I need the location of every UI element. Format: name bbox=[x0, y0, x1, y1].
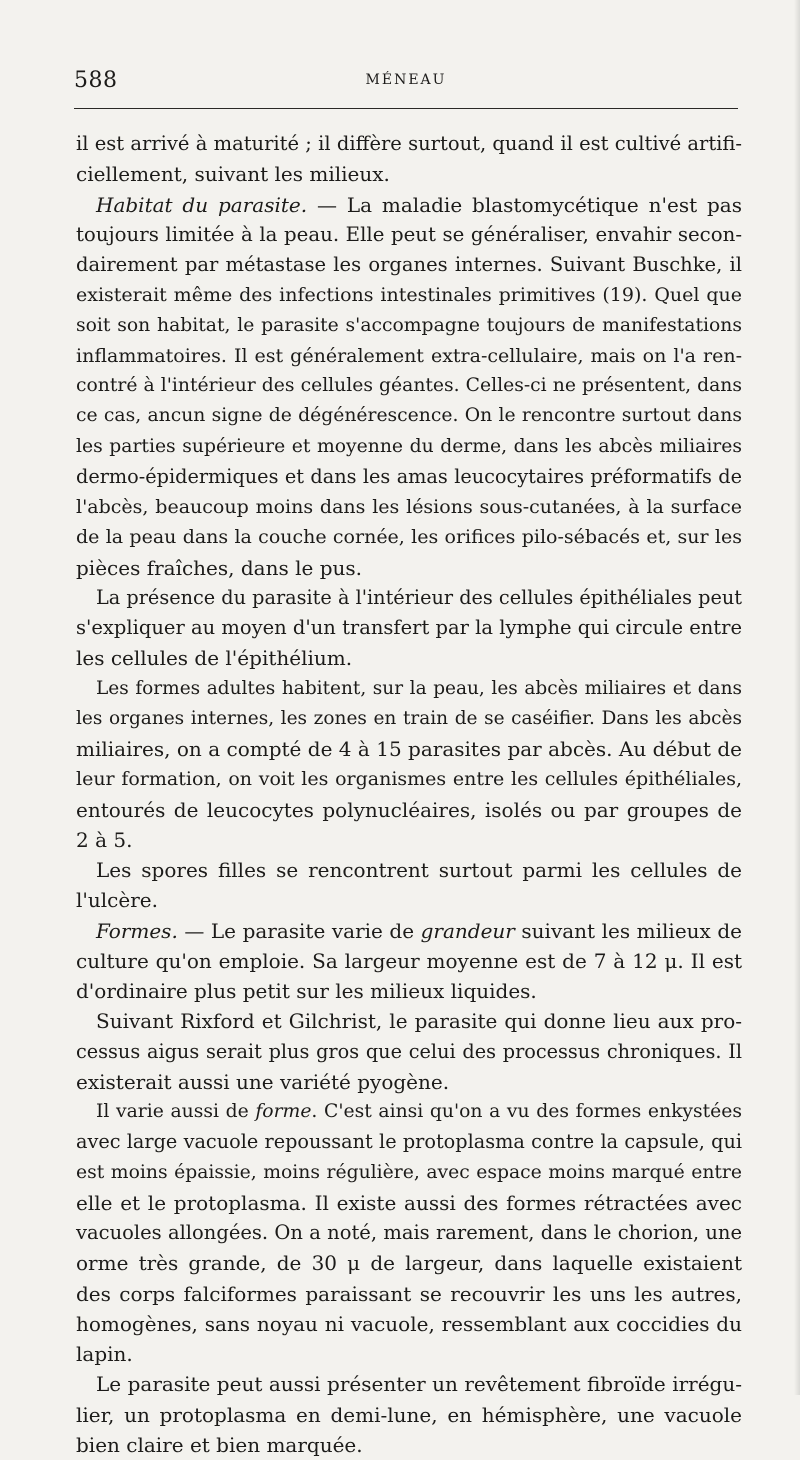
text-span: l'ulcère. bbox=[76, 888, 158, 913]
text-line bbox=[76, 855, 742, 885]
text-line bbox=[76, 311, 742, 341]
paragraph bbox=[76, 1006, 742, 1097]
text-span: . C'est ainsi qu'on a vu des formes enkystées bbox=[311, 1101, 742, 1122]
text-line bbox=[76, 1127, 742, 1157]
text-span: miliaires, on a compté de 4 à 15 parasites par abcès. Au début de bbox=[76, 737, 742, 761]
text-line bbox=[76, 795, 742, 825]
paragraph bbox=[76, 674, 742, 856]
page-edge-shadow bbox=[794, 0, 800, 1395]
emphasis-italic: forme bbox=[255, 1101, 312, 1122]
text-line bbox=[76, 1309, 742, 1339]
text-span: lier, un protoplasma en demi-lune, en hémisphère, une vacuole bbox=[76, 1402, 742, 1427]
text-line bbox=[76, 1279, 742, 1309]
text-span: ce cas, ancun signe de dégénérescence. On le rencontre surtout dans bbox=[76, 405, 742, 427]
text-span: existerait aussi une variété pyogène. bbox=[76, 1069, 450, 1094]
text-span: d'ordinaire plus petit sur les milieux liquides. bbox=[76, 979, 537, 1003]
text-line bbox=[76, 1037, 742, 1067]
page-header bbox=[74, 68, 738, 102]
text-span: lapin. bbox=[76, 1342, 133, 1366]
text-line bbox=[76, 1067, 742, 1097]
text-span: de la peau dans la couche cornée, les orifices pilo-sébacés et, sur les bbox=[76, 526, 742, 549]
text-line bbox=[76, 250, 742, 280]
text-span: Les formes adultes habitent, sur la peau, les abcès miliaires et dans bbox=[96, 677, 742, 699]
text-span: l'abcès, beaucoup moins dans les lésions sous-cutanées, à la surface bbox=[76, 496, 742, 518]
paragraph bbox=[76, 1097, 742, 1369]
text-span: — Le parasite varie de bbox=[177, 918, 421, 943]
text-line bbox=[76, 764, 742, 794]
text-span: s'expliquer au moyen d'un transfert par la lymphe qui circule entre bbox=[76, 616, 742, 639]
text-span: les parties supérieure et moyenne du derme, dans les abcès miliaires bbox=[76, 435, 742, 457]
text-span: suivant les milieux de bbox=[514, 918, 743, 943]
text-span: des corps falciformes paraissant se recouvrir les uns les autres, bbox=[76, 1281, 742, 1306]
text-span: — La maladie blastomycétique n'est pas bbox=[307, 192, 742, 217]
paragraph bbox=[76, 583, 742, 674]
emphasis-italic: grandeur bbox=[420, 918, 515, 943]
text-line bbox=[76, 1158, 742, 1188]
text-span: leur formation, on voit les organismes entre les cellules épithéliales, bbox=[76, 768, 742, 791]
text-line bbox=[76, 462, 742, 492]
text-span: soit son habitat, le parasite s'accompagne toujours de manifestations bbox=[76, 314, 742, 336]
text-line bbox=[76, 613, 742, 643]
text-span: inflammatoires. Il est généralement extra-cellulaire, mais on l'a ren- bbox=[76, 344, 742, 367]
text-line bbox=[76, 1218, 742, 1248]
text-span: homogènes, sans noyau ni vacuole, ressemblant aux coccidies du bbox=[76, 1311, 742, 1336]
section-heading-italic: Formes. bbox=[96, 918, 178, 943]
text-line bbox=[76, 401, 742, 431]
text-line bbox=[76, 1248, 742, 1278]
text-line bbox=[76, 190, 742, 220]
text-line bbox=[76, 583, 742, 613]
text-line bbox=[76, 522, 742, 552]
text-span: est moins épaissie, moins régulière, avec espace moins marqué entre bbox=[76, 1161, 742, 1183]
text-span: culture qu'on emploie. Sa largeur moyenne est de 7 à 12 μ. Il est bbox=[76, 948, 742, 973]
text-line bbox=[76, 341, 742, 371]
text-line bbox=[76, 976, 742, 1006]
paragraph bbox=[76, 1369, 742, 1460]
text-line bbox=[76, 129, 742, 159]
text-span: La présence du parasite à l'intérieur des cellules épithéliales peut bbox=[96, 585, 742, 609]
text-span: contré à l'intérieur des cellules géantes. Celles-ci ne présentent, dans bbox=[76, 375, 742, 396]
text-line bbox=[76, 1006, 742, 1036]
text-line bbox=[76, 371, 742, 401]
text-span: Suivant Rixford et Gilchrist, le parasite qui donne lieu aux pro- bbox=[96, 1009, 742, 1034]
paragraph bbox=[76, 916, 742, 1007]
text-line bbox=[76, 643, 742, 673]
text-span: Les spores filles se rencontrent surtout parmi les cellules de bbox=[96, 858, 742, 882]
text-span: Il varie aussi de bbox=[96, 1101, 256, 1122]
text-line bbox=[76, 553, 742, 583]
text-span: il est arrivé à maturité ; il diffère surtout, quand il est cultivé artifi- bbox=[76, 132, 742, 155]
text-line bbox=[76, 492, 742, 522]
text-span: vacuoles allongées. On a noté, mais rarement, dans le chorion, une bbox=[76, 1221, 742, 1244]
text-span: pièces fraîches, dans le pus. bbox=[76, 555, 362, 580]
text-line bbox=[76, 1430, 742, 1460]
text-span: ciellement, suivant les milieux. bbox=[76, 162, 390, 187]
paragraph bbox=[76, 190, 742, 583]
text-span: les cellules de l'épithélium. bbox=[76, 646, 353, 671]
text-span: dermo-épidermiques et dans les amas leucocytaires préformatifs de bbox=[76, 464, 742, 488]
running-head: MÉNEAU bbox=[365, 72, 447, 88]
text-span: 2 à 5. bbox=[76, 827, 133, 852]
text-span: existerait même des infections intestinales primitives (19). Quel que bbox=[76, 284, 742, 307]
text-line bbox=[76, 825, 742, 855]
text-span: orme très grande, de 30 μ de largeur, dans laquelle existaient bbox=[76, 1251, 742, 1276]
text-line bbox=[76, 885, 742, 915]
text-line bbox=[76, 674, 742, 704]
text-line bbox=[76, 159, 742, 189]
text-span: entourés de leucocytes polynucléaires, isolés ou par groupes de bbox=[76, 797, 742, 822]
section-heading-italic: Habitat du parasite. bbox=[96, 192, 308, 217]
text-line bbox=[76, 916, 742, 946]
text-span: les organes internes, les zones en train de se caséifier. Dans les abcès bbox=[76, 707, 742, 729]
text-line bbox=[76, 946, 742, 976]
paragraph bbox=[76, 129, 742, 190]
text-span: Le parasite peut aussi présenter un revêtement fibroïde irrégu- bbox=[96, 1372, 742, 1397]
paragraph bbox=[76, 855, 742, 916]
text-line bbox=[76, 1188, 742, 1218]
text-span: cessus aigus serait plus gros que celui des processus chroniques. Il bbox=[76, 1039, 742, 1063]
text-span: elle et le protoplasma. Il existe aussi des formes rétractées avec bbox=[76, 1190, 742, 1215]
text-line bbox=[76, 734, 742, 764]
text-span: bien claire et bien marquée. bbox=[76, 1432, 363, 1457]
text-line bbox=[76, 1339, 742, 1369]
text-span: dairement par métastase les organes internes. Suivant Buschke, il bbox=[76, 253, 742, 276]
text-line bbox=[76, 1400, 742, 1430]
page-number: 588 bbox=[74, 68, 118, 93]
text-line bbox=[76, 432, 742, 462]
header-rule bbox=[74, 108, 738, 109]
text-line bbox=[76, 280, 742, 310]
text-line bbox=[76, 1097, 742, 1127]
text-span: avec large vacuole repoussant le protoplasma contre la capsule, qui bbox=[76, 1130, 742, 1154]
body-text bbox=[76, 129, 742, 1460]
text-line bbox=[76, 220, 742, 250]
text-span: toujours limitée à la peau. Elle peut se généraliser, envahir secon- bbox=[76, 222, 742, 246]
text-line bbox=[76, 704, 742, 734]
